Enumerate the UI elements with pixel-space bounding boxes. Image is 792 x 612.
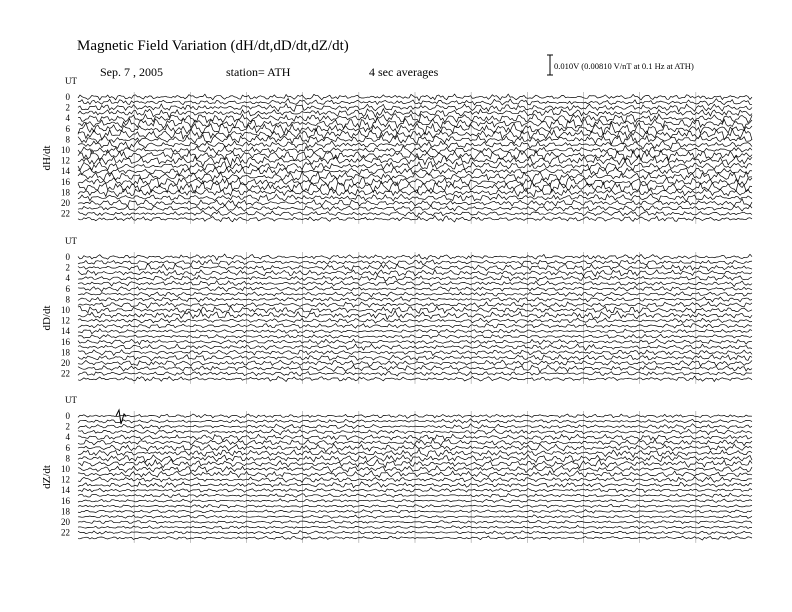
row-label-0: 0 bbox=[65, 252, 70, 262]
row-label-0: 0 bbox=[65, 92, 70, 102]
row-label-20: 20 bbox=[61, 517, 70, 527]
row-label-12: 12 bbox=[61, 155, 70, 166]
y-axis-label: dD/dt bbox=[41, 305, 53, 331]
row-label-14: 14 bbox=[61, 166, 70, 177]
panel-dz-dt bbox=[41, 395, 752, 543]
row-label-18: 18 bbox=[61, 347, 70, 358]
row-label-6: 6 bbox=[65, 123, 70, 134]
row-label-12: 12 bbox=[61, 474, 70, 485]
station-label: station= ATH bbox=[226, 65, 291, 79]
row-label-2: 2 bbox=[65, 421, 70, 432]
row-label-6: 6 bbox=[65, 283, 70, 294]
row-label-10: 10 bbox=[61, 305, 70, 315]
row-label-18: 18 bbox=[61, 506, 70, 517]
ut-label: UT bbox=[65, 76, 77, 86]
y-axis-label: dZ/dt bbox=[41, 465, 53, 489]
panel-dd-dt bbox=[41, 236, 752, 384]
row-label-10: 10 bbox=[61, 464, 70, 474]
row-label-4: 4 bbox=[65, 273, 70, 284]
row-label-16: 16 bbox=[61, 176, 70, 187]
row-label-20: 20 bbox=[61, 198, 70, 208]
row-label-22: 22 bbox=[61, 527, 70, 538]
row-label-4: 4 bbox=[65, 113, 70, 124]
date-label: Sep. 7 , 2005 bbox=[100, 65, 163, 79]
row-label-2: 2 bbox=[65, 102, 70, 113]
panel-dh-dt bbox=[41, 76, 752, 224]
row-label-16: 16 bbox=[61, 336, 70, 347]
y-axis-label: dH/dt bbox=[41, 145, 53, 171]
row-label-14: 14 bbox=[61, 485, 70, 496]
row-label-18: 18 bbox=[61, 187, 70, 198]
averaging-label: 4 sec averages bbox=[369, 65, 439, 79]
row-label-8: 8 bbox=[65, 453, 70, 464]
row-label-6: 6 bbox=[65, 442, 70, 453]
chart-title: Magnetic Field Variation (dH/dt,dD/dt,dZ/dt) bbox=[77, 38, 349, 54]
row-label-22: 22 bbox=[61, 208, 70, 219]
row-label-10: 10 bbox=[61, 145, 70, 155]
row-label-8: 8 bbox=[65, 294, 70, 305]
row-label-4: 4 bbox=[65, 432, 70, 443]
ut-label: UT bbox=[65, 236, 77, 246]
row-label-20: 20 bbox=[61, 358, 70, 368]
scale-bar-label: 0.010V (0.00810 V/nT at 0.1 Hz at ATH) bbox=[554, 61, 694, 71]
row-label-14: 14 bbox=[61, 326, 70, 337]
row-label-2: 2 bbox=[65, 262, 70, 273]
row-label-16: 16 bbox=[61, 495, 70, 506]
row-label-0: 0 bbox=[65, 411, 70, 421]
row-label-8: 8 bbox=[65, 134, 70, 145]
ut-label: UT bbox=[65, 395, 77, 405]
dz-spike bbox=[116, 410, 126, 424]
row-label-12: 12 bbox=[61, 315, 70, 326]
row-label-22: 22 bbox=[61, 368, 70, 379]
